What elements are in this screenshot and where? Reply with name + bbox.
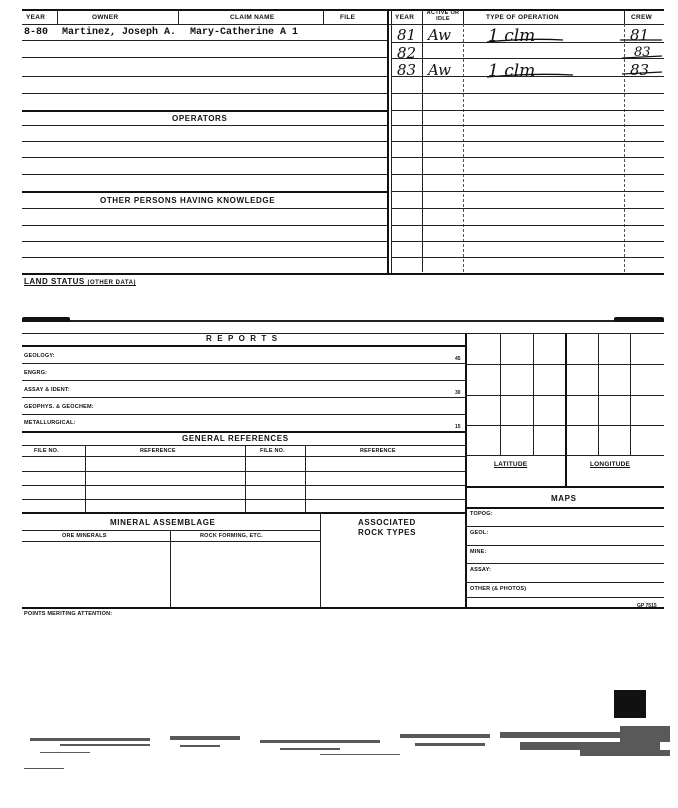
row-line bbox=[22, 76, 387, 77]
activity-status-1: Aw bbox=[428, 26, 451, 44]
mineral-top-line bbox=[22, 512, 465, 514]
activity-operation-1: 1 clm bbox=[488, 26, 536, 46]
row-line bbox=[22, 541, 320, 542]
rock-forming-label: ROCK FORMING, ETC. bbox=[200, 533, 263, 539]
activity-row-line bbox=[391, 125, 664, 126]
row-line bbox=[22, 471, 465, 472]
scan-noise-mark bbox=[24, 768, 64, 769]
grid-line bbox=[533, 333, 534, 455]
activity-row-line bbox=[391, 157, 664, 158]
row-line bbox=[22, 485, 465, 486]
scan-noise-band bbox=[20, 718, 670, 768]
header-separator bbox=[323, 10, 324, 24]
maps-geol: GEOL: bbox=[470, 530, 489, 536]
activity-row-line bbox=[391, 141, 664, 142]
grid-line bbox=[598, 333, 599, 455]
reports-heading: R E P O R T S bbox=[206, 334, 279, 343]
row-line bbox=[22, 397, 465, 398]
operators-top-line bbox=[22, 110, 387, 112]
associated-label-1: ASSOCIATED bbox=[358, 518, 416, 527]
row-line bbox=[465, 526, 664, 527]
grid-line bbox=[500, 333, 501, 455]
maps-header-line bbox=[465, 507, 664, 509]
row-line bbox=[22, 257, 387, 258]
ref-col-file-no-1: FILE NO. bbox=[34, 448, 59, 454]
operators-heading: OPERATORS bbox=[172, 114, 228, 123]
report-engrg: ENGRG: bbox=[24, 370, 48, 376]
report-assay: ASSAY & IDENT: bbox=[24, 387, 70, 393]
activity-status-3: Aw bbox=[428, 61, 451, 79]
activity-row-line bbox=[391, 191, 664, 192]
ref-col-reference-2: REFERENCE bbox=[360, 448, 396, 454]
row-line bbox=[22, 414, 465, 415]
grid-line bbox=[465, 395, 664, 396]
operation-underline-1 bbox=[485, 36, 565, 46]
right-panel-divider bbox=[465, 333, 467, 607]
mineral-col-line bbox=[170, 530, 171, 607]
grid-line bbox=[465, 364, 664, 365]
activity-year-1: 81 bbox=[397, 26, 417, 44]
entry-claim-name: Mary-Catherine A 1 bbox=[190, 27, 299, 38]
band-smudge-left bbox=[22, 317, 70, 322]
activity-row-line bbox=[391, 93, 664, 94]
associated-col-line bbox=[320, 512, 321, 607]
maps-assay: ASSAY: bbox=[470, 567, 492, 573]
form-number: GP 7515 bbox=[637, 603, 657, 609]
report-metallurgical-num: 15 bbox=[455, 424, 461, 430]
grid-line bbox=[465, 425, 664, 426]
points-meriting-attention: POINTS MERITING ATTENTION: bbox=[24, 611, 113, 617]
row-line bbox=[22, 141, 387, 142]
general-references-heading: GENERAL REFERENCES bbox=[182, 434, 289, 443]
row-line bbox=[22, 225, 387, 226]
row-line bbox=[465, 563, 664, 564]
header-separator bbox=[624, 10, 625, 24]
header-type-of-operation: TYPE OF OPERATION bbox=[486, 14, 559, 21]
activity-row-line bbox=[391, 208, 664, 209]
row-line bbox=[22, 40, 387, 41]
activity-crew-3: 83 bbox=[630, 61, 650, 79]
ref-col-line bbox=[245, 445, 246, 512]
black-square-mark bbox=[614, 690, 646, 718]
report-metallurgical: METALLURGICAL: bbox=[24, 420, 76, 426]
mineral-bottom-line bbox=[22, 607, 664, 609]
operation-underline-3 bbox=[485, 72, 575, 82]
associated-label-2: ROCK TYPES bbox=[358, 528, 417, 537]
header-separator bbox=[57, 10, 58, 24]
row-line bbox=[465, 545, 664, 546]
ref-col-line bbox=[85, 445, 86, 512]
top-border bbox=[22, 9, 664, 11]
maps-heading: MAPS bbox=[551, 494, 577, 503]
row-line bbox=[22, 499, 465, 500]
header-separator bbox=[463, 10, 464, 24]
row-line bbox=[22, 57, 387, 58]
activity-row-line bbox=[391, 174, 664, 175]
header-underline bbox=[22, 24, 664, 25]
band-smudge-right bbox=[614, 317, 664, 322]
grid-line bbox=[630, 333, 631, 455]
ref-col-line bbox=[305, 445, 306, 512]
activity-row-line bbox=[391, 241, 664, 242]
header-owner: OWNER bbox=[92, 14, 119, 21]
header-crew: CREW bbox=[631, 14, 653, 21]
activity-row-line bbox=[391, 225, 664, 226]
activity-year-3: 83 bbox=[397, 61, 417, 79]
grid-center-line bbox=[565, 333, 567, 486]
activity-row-line bbox=[391, 257, 664, 258]
land-status-label: LAND STATUS bbox=[24, 277, 85, 286]
header-claim-name: CLAIM NAME bbox=[230, 14, 275, 21]
ref-col-file-no-2: FILE NO. bbox=[260, 448, 285, 454]
other-persons-top-line bbox=[22, 191, 387, 193]
land-status-band bbox=[22, 320, 664, 322]
row-line bbox=[22, 530, 320, 531]
crew-strokes bbox=[618, 36, 666, 76]
row-line bbox=[22, 241, 387, 242]
header-activity-year: YEAR bbox=[395, 14, 415, 21]
maps-top-line bbox=[465, 486, 664, 488]
main-divider bbox=[387, 10, 389, 273]
maps-mine: MINE: bbox=[470, 549, 487, 555]
report-assay-num: 30 bbox=[455, 390, 461, 396]
reports-header-line bbox=[22, 345, 465, 347]
row-line bbox=[465, 597, 664, 598]
header-active-or-idle: ACTIVE OR IDLE bbox=[426, 10, 460, 22]
land-status-sublabel: (OTHER DATA) bbox=[87, 280, 136, 286]
report-geology-num: 45 bbox=[455, 356, 461, 362]
row-line bbox=[22, 380, 465, 381]
grid-line bbox=[465, 455, 664, 456]
row-line bbox=[22, 456, 465, 457]
activity-crew-2: 83 bbox=[634, 45, 651, 60]
top-section-bottom-line bbox=[22, 273, 664, 275]
mineral-assemblage-heading: MINERAL ASSEMBLAGE bbox=[110, 518, 216, 527]
general-references-top-line bbox=[22, 431, 465, 433]
maps-other: OTHER (& PHOTOS) bbox=[470, 586, 527, 592]
entry-owner: Martinez, Joseph A. bbox=[62, 27, 177, 38]
report-geology: GEOLOGY: bbox=[24, 353, 55, 359]
other-persons-heading: OTHER PERSONS HAVING KNOWLEDGE bbox=[100, 196, 276, 205]
row-line bbox=[22, 93, 387, 94]
header-file: FILE bbox=[340, 14, 356, 21]
activity-crew-1: 81 bbox=[630, 26, 650, 44]
header-separator bbox=[178, 10, 179, 24]
ref-col-reference-1: REFERENCE bbox=[140, 448, 176, 454]
row-line bbox=[22, 125, 387, 126]
row-line bbox=[22, 445, 465, 446]
header-year: YEAR bbox=[26, 14, 46, 21]
maps-topog: TOPOG: bbox=[470, 511, 493, 517]
entry-year: 8-80 bbox=[24, 27, 49, 38]
row-line bbox=[22, 208, 387, 209]
activity-operation-3: 1 clm bbox=[488, 61, 536, 81]
latitude-label: LATITUDE bbox=[494, 461, 528, 468]
ore-minerals-label: ORE MINERALS bbox=[62, 533, 107, 539]
report-geophys: GEOPHYS. & GEOCHEM: bbox=[24, 404, 94, 410]
row-line bbox=[465, 582, 664, 583]
activity-row-line bbox=[391, 110, 664, 111]
row-line bbox=[22, 157, 387, 158]
land-status-heading bbox=[24, 277, 136, 286]
activity-year-2: 82 bbox=[397, 44, 417, 62]
longitude-label: LONGITUDE bbox=[590, 461, 631, 468]
active-idle-column-guide bbox=[463, 24, 464, 272]
row-line bbox=[22, 174, 387, 175]
row-line bbox=[22, 363, 465, 364]
